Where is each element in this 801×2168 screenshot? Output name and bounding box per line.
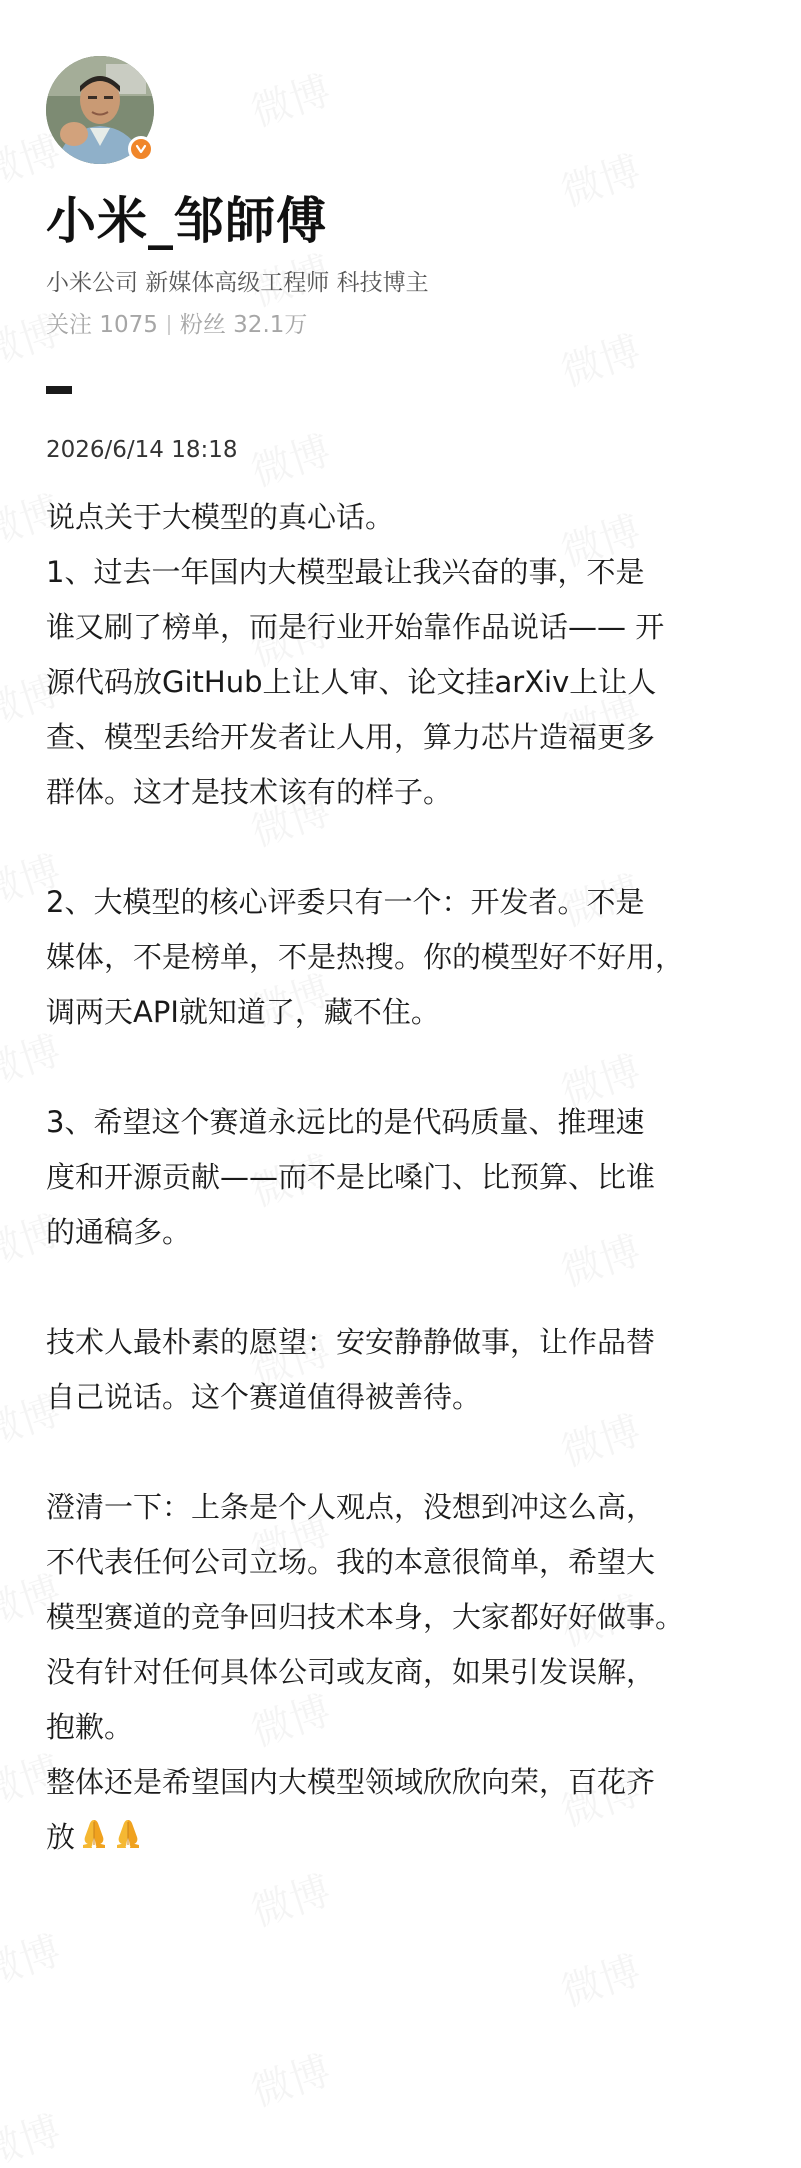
post-line-text: 自己说话。这个赛道值得被善待。 xyxy=(46,1380,482,1414)
post-line-text: 源代码放GitHub上让人审、论文挂arXiv上让人 xyxy=(46,665,657,699)
post-line-text: 查、模型丢给开发者让人用，算力芯片造福更多 xyxy=(46,720,656,754)
username[interactable]: 小米_邹師傅 xyxy=(46,192,327,250)
post-line xyxy=(46,765,755,820)
post-line-text: 澄清一下：上条是个人观点，没想到冲这么高， xyxy=(46,1490,656,1524)
paragraph-gap xyxy=(46,820,755,875)
weibo-watermark xyxy=(243,2039,337,2118)
post-line xyxy=(46,985,755,1040)
post-line xyxy=(46,1810,755,1867)
following-link[interactable] xyxy=(46,308,158,342)
post-line xyxy=(46,1590,755,1645)
post-timestamp: 2026/6/14 18:18 xyxy=(46,437,238,463)
followers-link[interactable] xyxy=(180,308,308,342)
post-line xyxy=(46,1095,755,1150)
followers-count: 32.1万 xyxy=(233,312,308,338)
post-line-text: 整体还是希望国内大模型领域欣欣向荣，百花齐 xyxy=(46,1765,656,1799)
weibo-watermark xyxy=(553,1939,647,2018)
user-bio: 小米公司 新媒体高级工程师 科技博主 xyxy=(46,270,429,296)
following-label: 关注 xyxy=(46,312,92,338)
post-line xyxy=(46,1480,755,1535)
post-line xyxy=(46,655,755,710)
post-line-text: 技术人最朴素的愿望：安安静静做事，让作品替 xyxy=(46,1325,656,1359)
post-line xyxy=(46,875,755,930)
post-line-text: 3、希望这个赛道永远比的是代码质量、推理速 xyxy=(46,1105,645,1139)
post-line-text: 度和开源贡献——而不是比嗓门、比预算、比谁 xyxy=(46,1160,656,1194)
post-line xyxy=(46,545,755,600)
post-line-text: 谁又刷了榜单，而是行业开始靠作品说话—— 开 xyxy=(46,610,665,644)
post-line-text: 群体。这才是技术该有的样子。 xyxy=(46,775,453,809)
post-line xyxy=(46,490,755,545)
post-line xyxy=(46,1315,755,1370)
post-line-text: 的通稿多。 xyxy=(46,1215,192,1249)
section-divider xyxy=(46,386,72,394)
post-line-text: 2、大模型的核心评委只有一个：开发者。不是 xyxy=(46,885,645,919)
paragraph-gap xyxy=(46,1425,755,1480)
stats-divider xyxy=(168,315,170,335)
weibo-watermark xyxy=(0,1919,67,1998)
post-line xyxy=(46,930,755,985)
weibo-watermark xyxy=(243,1859,337,1938)
post-line-text: 放 xyxy=(46,1820,76,1854)
post-line xyxy=(46,1205,755,1260)
post-line-text: 没有针对任何具体公司或友商，如果引发误解， xyxy=(46,1655,656,1689)
avatar-container[interactable] xyxy=(46,56,154,164)
praying-hands-icon xyxy=(79,1812,109,1867)
post-line xyxy=(46,1535,755,1590)
post-line-text: 说点关于大模型的真心话。 xyxy=(46,500,395,534)
user-stats xyxy=(46,308,755,342)
post-line-text: 模型赛道的竞争回归技术本身，大家都好好做事。 xyxy=(46,1600,685,1634)
post-line-text: 媒体，不是榜单，不是热搜。你的模型好不好用， xyxy=(46,940,685,974)
praying-hands-icon xyxy=(113,1812,143,1867)
paragraph-gap xyxy=(46,1260,755,1315)
post-line xyxy=(46,1150,755,1205)
post-line-text: 1、过去一年国内大模型最让我兴奋的事，不是 xyxy=(46,555,645,589)
weibo-watermark xyxy=(0,2099,67,2168)
verified-badge-icon xyxy=(128,136,154,162)
post-line xyxy=(46,710,755,765)
post-line xyxy=(46,1700,755,1755)
post-line xyxy=(46,600,755,655)
post-line-text: 不代表任何公司立场。我的本意很简单，希望大 xyxy=(46,1545,656,1579)
post-line xyxy=(46,1755,755,1810)
following-count: 1075 xyxy=(99,312,158,338)
post-line-text: 调两天API就知道了，藏不住。 xyxy=(46,995,440,1029)
post-line xyxy=(46,1370,755,1425)
paragraph-gap xyxy=(46,1040,755,1095)
post-line xyxy=(46,1645,755,1700)
post-body xyxy=(46,490,755,1867)
post-line-text: 抱歉。 xyxy=(46,1710,134,1744)
followers-label: 粉丝 xyxy=(179,312,226,338)
